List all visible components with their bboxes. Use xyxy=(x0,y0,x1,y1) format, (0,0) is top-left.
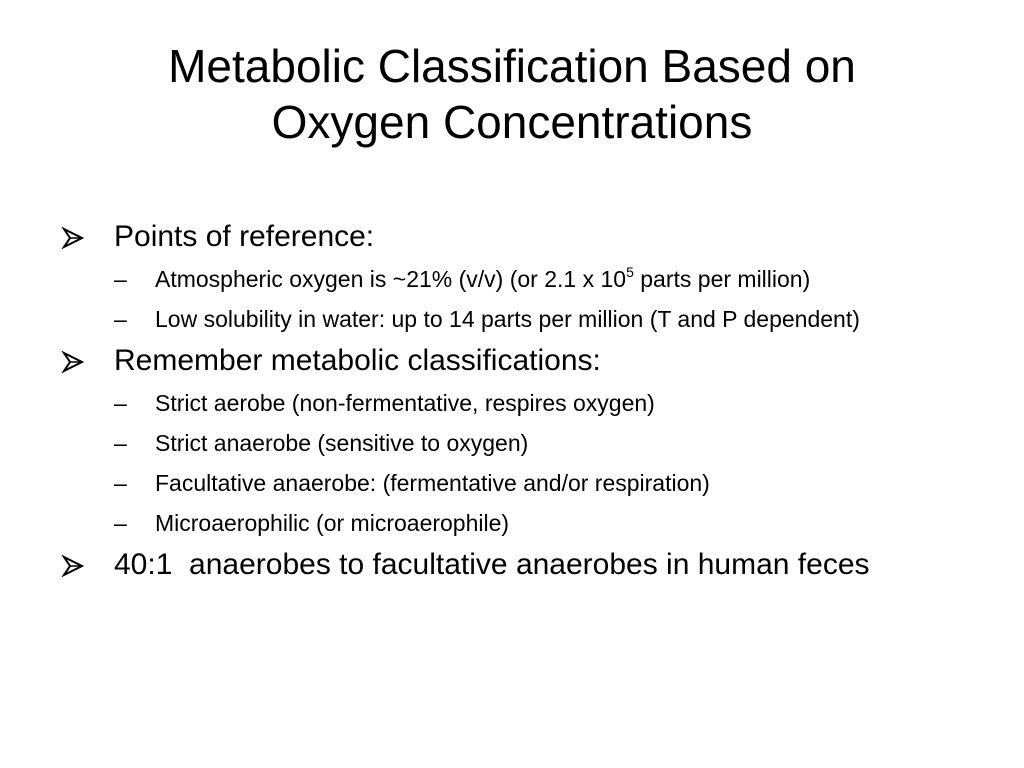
dash-marker: – xyxy=(114,430,127,456)
bullet-points-of-reference xyxy=(60,218,940,255)
dash-marker: – xyxy=(114,510,127,536)
sub-bullet-text: Strict anaerobe (sensitive to oxygen) xyxy=(155,430,529,456)
sub-bullet-facultative-anaerobe xyxy=(60,466,940,500)
sub-bullet-text: Strict aerobe (non-fermentative, respires oxygen) xyxy=(155,390,655,416)
sub-bullet-strict-anaerobe xyxy=(60,426,940,460)
sub-bullet-text-pre: Atmospheric oxygen is ~21% (v/v) (or 2.1 x 10 xyxy=(155,266,627,292)
dash-marker: – xyxy=(114,266,127,292)
dash-marker: – xyxy=(114,306,127,332)
dash-marker: – xyxy=(114,390,127,416)
bullet-text: 40:1 anaerobes to facultative anaerobes in human feces xyxy=(114,548,870,581)
bullet-text: Remember metabolic classifications: xyxy=(114,344,601,377)
arrowhead-bullet-icon xyxy=(61,227,85,249)
title-line-1: Metabolic Classification Based on xyxy=(168,40,856,92)
slide-body xyxy=(60,218,940,590)
arrowhead-bullet-icon xyxy=(61,351,85,373)
arrowhead-bullet-icon xyxy=(61,555,85,577)
dash-marker: – xyxy=(114,470,127,496)
title-line-2: Oxygen Concentrations xyxy=(271,96,753,148)
sub-bullet-microaerophilic xyxy=(60,506,940,540)
superscript-exponent: 5 xyxy=(626,264,634,280)
sub-bullet-text: Microaerophilic (or microaerophile) xyxy=(155,510,510,536)
bullet-anaerobe-ratio xyxy=(60,546,940,583)
sub-bullet-text: Low solubility in water: up to 14 parts per million (T and P dependent) xyxy=(155,306,860,332)
sub-bullet-text-post: parts per million) xyxy=(633,266,811,292)
sub-bullet-strict-aerobe xyxy=(60,386,940,420)
bullet-text: Points of reference: xyxy=(114,220,375,253)
slide-title xyxy=(0,38,1024,150)
sub-bullet-low-solubility xyxy=(60,302,940,336)
bullet-remember-classifications xyxy=(60,342,940,379)
sub-bullet-atmospheric-oxygen xyxy=(60,262,940,296)
sub-bullet-text: Facultative anaerobe: (fermentative and/or respiration) xyxy=(155,470,710,496)
